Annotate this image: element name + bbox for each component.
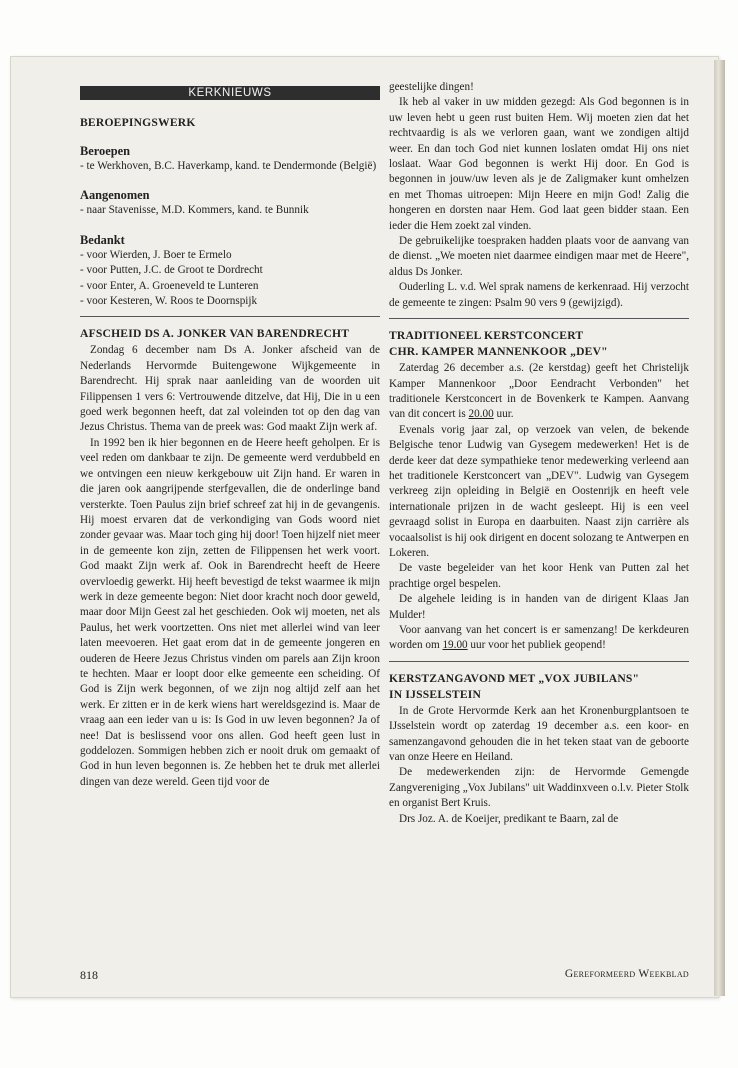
beroepen-heading: Beroepen <box>80 144 131 158</box>
aangenomen-heading: Aangenomen <box>80 188 150 203</box>
bedankt-item: - voor Kesteren, W. Roos te Doornspijk <box>80 295 258 308</box>
beroepen-item: - te Werkhoven, B.C. Haverkamp, kand. te Dendermonde (België) <box>80 160 377 172</box>
article-paragraph: De gebruikelijke toespraken hadden plaats voor de aanvang van de dienst. „We moeten niet daarmee eindigen maar met de Heere", aldus Ds Jonker. <box>389 235 689 278</box>
article-paragraph: Zondag 6 december nam Ds A. Jonker afscheid van de Nederlands Hervormde Buitengewone Wijkgemeente in Barendrecht. Hij sprak naar aanleiding van de woorden uit Filippensen 1 vers 6: Vertrouwende ditzelve, dat Hij, Die in u een goed werk begonnen heeft, dat zal voleinden tot op den dag van Jezus Christus. Thema van de preek was: God maakt Zijn werk af. <box>80 344 380 434</box>
doors-open-time: 19.00 <box>442 639 468 652</box>
left-column <box>80 86 380 790</box>
article-paragraph: Evenals vorig jaar zal, op verzoek van velen, de bekende Belgische tenor Ludwig van Gysegem medewerken! Het is de derde keer dat deze sympathieke tenor medewerking verleend aan het traditionele Kerstconcert van „DEV". Ludwig van Gysegem verkreeg zijn opleiding in België en Oostenrijk en heeft vele internationale prijzen in de wacht gesleept. Hij is een veel gevraagd solist in Europa en daarbuiten. Naast zijn carrière als vocaalsolist is hij ook dirigent en docent solozang te Antwerpen en Lokeren. <box>389 423 689 559</box>
text-run: uur voor het publiek geopend! <box>467 639 606 652</box>
magazine-spine <box>714 60 725 996</box>
section-divider <box>80 316 380 317</box>
bedankt-item: - voor Wierden, J. Boer te Ermelo <box>80 248 232 261</box>
right-column <box>389 80 689 827</box>
publication-name: Gereformeerd Weekblad <box>564 968 689 980</box>
article-paragraph: Ouderling L. v.d. Wel sprak namens de kerkenraad. Hij verzocht de gemeente te zingen: Psalm 90 vers 9 (gewijzigd). <box>389 281 689 309</box>
page-number: 818 <box>80 968 98 982</box>
kerstconcert-subheading: CHR. KAMPER MANNENKOOR „DEV" <box>389 345 608 359</box>
beroepingswerk-heading: BEROEPINGSWERK <box>80 116 196 129</box>
kerstconcert-heading: TRADITIONEEL KERSTCONCERT <box>389 329 584 343</box>
article-paragraph: Ik heb al vaker in uw midden gezegd: Als God begonnen is in uw leven hebt u geen rust buiten Hem. Wij moeten zien dat het rechtvaardig is als we verloren gaan, want we zondigen altijd weer. En dan toch God niet kunnen loslaten omdat Hij ons niet loslaat. Waar God begonnen is werkt Hij door. En God is begonnen in jouw/uw leven als je de Zaligmaker kunt omhelzen en met Thomas uitroepen: Mijn Heere en mijn God! Zalig die hongeren en dorsten naar Hem. God laat geen bidder staan. Een ieder die Hem zoekt zal vinden. <box>389 96 689 232</box>
aangenomen-item: - naar Stavenisse, M.D. Kommers, kand. te Bunnik <box>80 204 309 217</box>
article-paragraph <box>389 623 689 654</box>
text-run: Voor aanvang van het concert is er samenzang! De kerkdeuren worden om <box>389 624 689 652</box>
text-run: Zaterdag 26 december a.s. (2e kerstdag) geeft het Christelijk Kamper Mannenkoor „Door Eendracht Verbonden" het traditionele Kerstconcert in de Bovenkerk te Kampen. Aanvang van dit concert is <box>389 362 689 421</box>
article-paragraph: De vaste begeleider van het koor Henk van Putten zal het prachtige orgel bespelen. <box>389 562 689 590</box>
bedankt-heading: Bedankt <box>80 232 125 247</box>
article-paragraph: Drs Joz. A. de Koeijer, predikant te Baarn, zal de <box>399 812 619 825</box>
afscheid-heading: AFSCHEID DS A. JONKER VAN BARENDRECHT <box>80 327 350 341</box>
section-banner: KERKNIEUWS <box>80 86 380 100</box>
article-paragraph: In de Grote Hervormde Kerk aan het Kronenburgplantsoen te IJsselstein wordt op zaterdag 19 december a.s. een koor- en samenzangavond gehouden die in het teken staat van de geboorte van onze Heere en Heiland. <box>389 704 689 764</box>
section-divider <box>389 318 689 319</box>
article-paragraph: De algehele leiding is in handen van de dirigent Klaas Jan Mulder! <box>389 593 689 621</box>
article-paragraph: De medewerkenden zijn: de Hervormde Gemengde Zangvereniging „Vox Jubilans" uit Waddinxveen o.l.v. Pieter Stolk en organist Bert Kruis. <box>389 766 689 810</box>
section-divider <box>389 661 689 662</box>
article-paragraph: geestelijke dingen! <box>389 81 474 93</box>
text-run: uur. <box>493 408 514 421</box>
article-paragraph <box>389 361 689 423</box>
vox-subheading: IN IJSSELSTEIN <box>389 687 482 701</box>
bedankt-item: - voor Putten, J.C. de Groot te Dordrecht <box>80 264 263 277</box>
bedankt-item: - voor Enter, A. Groeneveld te Lunteren <box>80 279 259 292</box>
concert-time: 20.00 <box>468 408 494 421</box>
vox-heading: KERSTZANGAVOND MET „VOX JUBILANS" <box>389 671 640 685</box>
article-paragraph: In 1992 ben ik hier begonnen en de Heere heeft geholpen. Er is veel reden om dankbaar te zijn. De gemeente werd verdubbeld en we ontvingen een nieuw kerkgebouw uit Zijn hand. Er waren in die jaren ook aangrijpende sterfgevallen, die de onderlinge band versterkte. Toen Paulus zijn brief schreef zat hij in de gevangenis. Hij moest ervaren dat de verkondiging van Gods woord niet zonder gevaar was. Maar toch ging hij door! Toen hijzelf niet meer in de gemeente kon zijn, zetten de Filippensen het werk voort. God maakt Zijn werk af. Ook in Barendrecht heeft de Heere overvloedig gewerkt. Hij heeft bevestigd de tekst waarmee ik mijn werk in deze gemeente begon: Niet door kracht noch door geweld, maar door Mijn Geest zal het geschieden. Ook wij moeten, net als Paulus, het werk voortzetten. Ons niet met allerlei wind van leer laten meevoeren. Het gaat erom dat in de gemeente jongeren en ouderen de Heere Jezus Christus vinden om parels aan Zijn kroon te hechten. Maar er loopt door elke gemeente een scheiding. Of God is Zijn werk begonnen, of we zijn nog altijd zelf aan het werk. Er zitten er in de kerk wiens hart wereldsgezind is. Maar de vraag aan een ieder van u is: Is God in uw leven begonnen? Ja of nee! Dat is beslissend voor ons allen. God heeft geen lust in goddelozen. Sommigen hebben zich er nooit druk om gemaakt of God in hun leven begonnen is. Ze hebben het te druk met allerlei dingen van deze wereld. Geen tijd voor de <box>80 436 380 788</box>
